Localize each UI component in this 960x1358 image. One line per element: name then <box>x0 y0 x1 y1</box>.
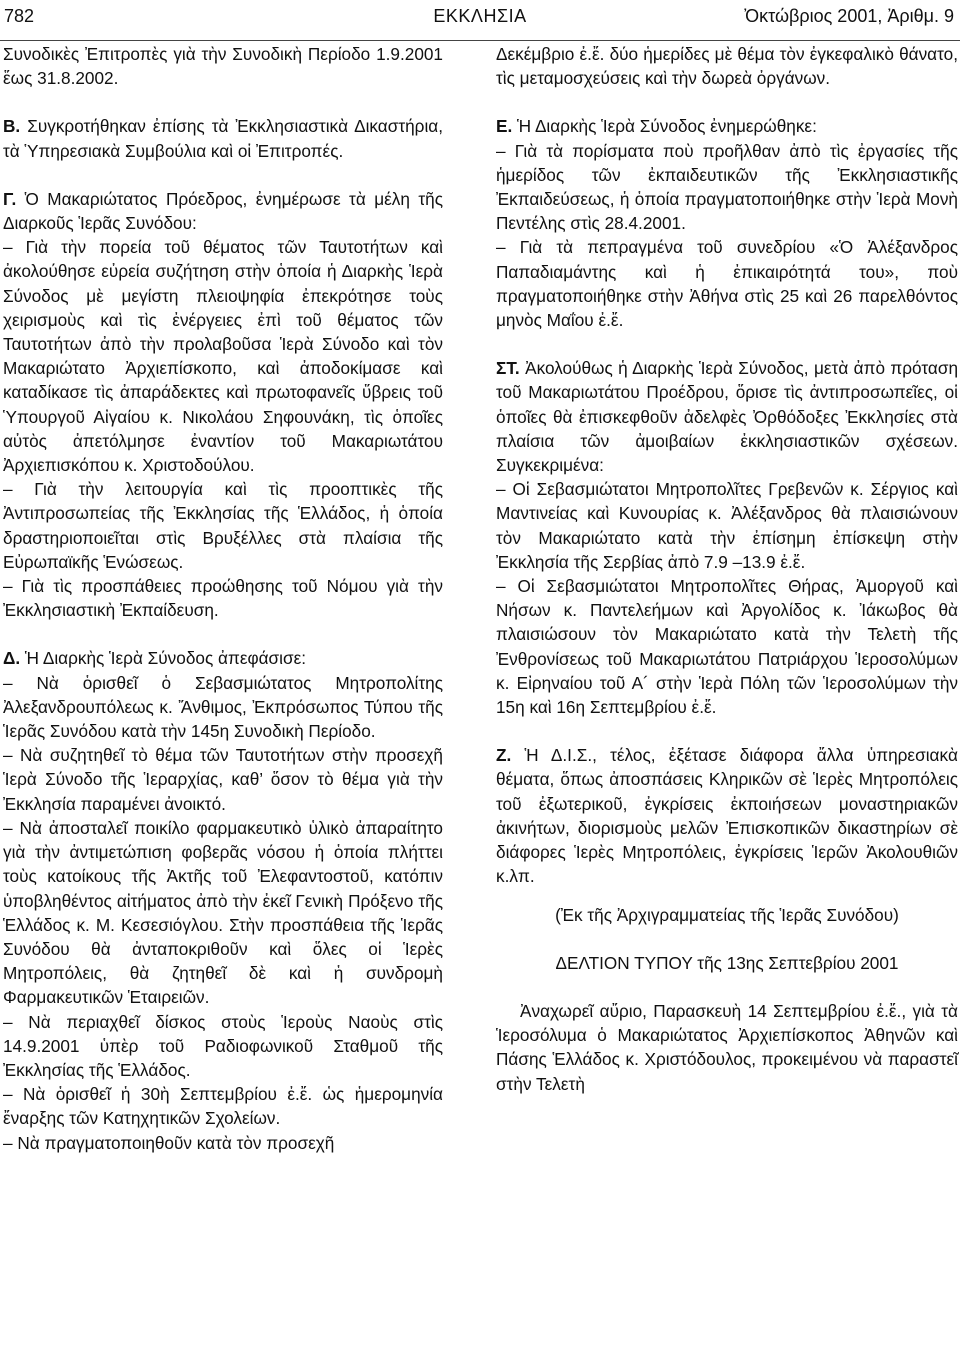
paragraph: – Νὰ συζητηθεῖ τὸ θέμα τῶν Ταυτοτήτων στὴν προσεχῆ Ἱερὰ Σύνοδο τῆς Ἱεραρχίας, καθ’ ὅσον τὸ θέμα γιὰ τὴν Ἐκκλησία παραμένει ἀνοικτό. <box>3 745 443 814</box>
right-column <box>496 42 958 1096</box>
paragraph: – Οἱ Σεβασμιώτατοι Μητροπολῖτες Θήρας, Ἀμοργοῦ καὶ Νήσων κ. Παντελεήμων καὶ Ἀργολίδος κ. Ἰάκωβος θὰ πλαισιώσουν τὸν Μακαριώτατο κατὰ τὴν Τελετὴ τῆς Ἐνθρονίσεως τοῦ Μακαριωτάτου Πατριάρχου Ἱεροσολύμων κ. Εἰρηναίου τοῦ Α´ στὴν Ἱερὰ Πόλη τῶν Ἱεροσολύμων τὴν 15η καὶ 16η Σεπτεμβρίου ἐ.ἔ. <box>496 576 958 718</box>
paragraph: Ἀναχωρεῖ αὔριο, Παρασκευὴ 14 Σεπτεμβρίου ἐ.ἔ., γιὰ τὰ Ἱεροσόλυμα ὁ Μακαριώτατος Ἀρχιεπίσκοπος Ἀθηνῶν καὶ Πάσης Ἑλλάδος κ. Χριστόδουλος, προκειμένου νὰ παραστεῖ στὴν Τελετὴ <box>496 1000 958 1094</box>
press-release-title: ΔΕΛΤΙΟΝ ΤΥΠΟΥ τῆς 13ης Σεπτεβρίου 2001 <box>555 952 899 973</box>
section-g: Γ. Ὁ Μακαριώτατος Πρόεδρος, ἐνημέρωσε τὰ μέλη τῆς Διαρκοῦς Ἱερᾶς Συνόδου: <box>3 188 443 234</box>
paragraph: Δεκέμβριο ἐ.ἔ. δύο ἡμερίδες μὲ θέμα τὸν ἐγκεφαλικὸ θάνατο, τὶς μεταμοσχεύσεις καὶ τὴν δωρεὰ ὀργάνων. <box>496 44 958 89</box>
paragraph: – Γιὰ τὴν πορεία τοῦ θέματος τῶν Ταυτοτήτων καὶ ἀκολούθησε εὐρεία συζήτηση στὴν ὁποία ἡ Διαρκὴς Ἱερὰ Σύνοδος μὲ μεγίστη πλειοψηφία ἐπεκρότησε τοὺς χειρισμοὺς καὶ τὶς ἐνέργειες ἐπὶ τοῦ θέματος τῶν Ταυτοτήτων ἀπὸ τὴν προλαβοῦσα Ἱερὰ Σύνοδο καὶ τὸν Μακαριώτατο Ἀρχιεπίσκοπο, καὶ ἀποδοκίμασε καὶ καταδίκασε τὶς ἀπαράδεκτες καὶ πρωτοφανεῖς ὕβρεις τοῦ Ὑπουργοῦ Αἰγαίου κ. Νικολάου Σηφουνάκη, τὶς ὁποῖες αὐτὸς ἀπετόλμησε ἐναντίον τοῦ Μακαριωτάτου Ἀρχιεπισκόπου κ. Χριστοδούλου. <box>3 237 443 476</box>
paragraph: – Γιὰ τὰ πεπραγμένα τοῦ συνεδρίου «Ὁ Ἀλέξανδρος Παπαδιαμάντης καὶ ἡ ἐπικαιρότητά του», ποὺ πραγματοποιήθηκε στὴν Ἀθήνα στὶς 25 καὶ 26 παρελθόντος μηνὸς Μαΐου ἐ.ἔ. <box>496 237 958 331</box>
paragraph: – Γιὰ τὴν λειτουργία καὶ τὶς προοπτικὲς τῆς Ἀντιπροσωπείας τῆς Ἐκκλησίας τῆς Ἑλλάδος, ἡ ὁποία δραστηριοποιεῖται στὶς Βρυξέλλες στὰ πλαίσια τῆς Εὐρωπαϊκῆς Ἑνώσεως. <box>3 479 443 572</box>
issue-date: Ὀκτώβριος 2001, Ἀριθμ. 9 <box>744 6 954 26</box>
paragraph: – Νὰ ὁρισθεῖ ὁ Σεβασμιώτατος Μητροπολίτης Ἀλεξανδρουπόλεως κ. Ἄνθιμος, Ἐκπρόσωπος Τύπου τῆς Ἱερᾶς Συνόδου κατὰ τὴν 145η Συνοδικὴ Περίοδο. <box>3 672 443 742</box>
section-st: ΣΤ. Ἀκολούθως ἡ Διαρκὴς Ἱερὰ Σύνοδος, μετὰ ἀπὸ πρόταση τοῦ Μακαριωτάτου Προέδρου, ὅρισε τὶς ἀντιπροσωπεῖες, οἱ ὁποῖες θὰ ἐπισκεφθοῦν ἀδελφὲς Ὀρθόδοξες Ἐκκλησίες στὰ πλαίσια τῶν ἀμοιβαίων ἐκκλησιαστικῶν σχέσεων. Συγκεκριμένα: <box>496 358 958 476</box>
section-letter: Ζ. <box>496 745 512 766</box>
section-letter: Β. <box>3 116 21 137</box>
section-letter: Γ. <box>3 188 17 209</box>
section-b: Β. Συγκροτήθηκαν ἐπίσης τὰ Ἐκκλησιαστικὰ Δικαστήρια, τὰ Ὑπηρεσιακὰ Συμβούλια καὶ οἱ Ἐπιτροπές. <box>3 116 443 161</box>
left-column <box>3 42 443 1155</box>
page-number: 782 <box>4 6 35 26</box>
paragraph: Συνοδικὲς Ἐπιτροπὲς γιὰ τὴν Συνοδικὴ Περίοδο 1.9.2001 ἕως 31.8.2002. <box>3 44 443 89</box>
paragraph: – Οἱ Σεβασμιώτατοι Μητροπολῖτες Γρεβενῶν κ. Σέργιος καὶ Μαντινείας καὶ Κυνουρίας κ. Ἀλέξανδρος θὰ πλαισιώνουν τὸν Μακαριώτατο κατὰ τὴν ἐπίσημη ἐπίσκεψη στὴν Ἐκκλησία τῆς Σερβίας ἀπὸ 7.9 –13.9 ἐ.ἔ. <box>496 479 958 572</box>
section-letter: ΣΤ. <box>496 358 520 379</box>
section-letter: Δ. <box>3 648 21 669</box>
paragraph: – Νὰ περιαχθεῖ δίσκος στοὺς Ἱεροὺς Ναοὺς στὶς 14.9.2001 ὑπὲρ τοῦ Ραδιοφωνικοῦ Σταθμοῦ τῆς Ἐκκλησίας τῆς Ἑλλάδος. <box>3 1011 443 1080</box>
paragraph: – Γιὰ τὶς προσπάθειες προώθησης τοῦ Νόμου γιὰ τὴν Ἐκκλησιαστικὴ Ἐκπαίδευση. <box>3 576 443 621</box>
paragraph: – Νὰ πραγματοποιηθοῦν κατὰ τὸν προσεχῆ <box>3 1132 335 1153</box>
paragraph: – Γιὰ τὰ πορίσματα ποὺ προῆλθαν ἀπὸ τὶς ἐργασίες τῆς ἡμερίδος τῶν ἐκπαιδευτικῶν τῆς Ἐκκλησιαστικῆς Ἐκπαιδεύσεως, ἡ ὁποία πραγματοποιήθηκε στὴν Ἱερὰ Μονὴ Πεντέλης στὶς 28.4.2001. <box>496 140 958 234</box>
section-z: Ζ. Ἡ Δ.Ι.Σ., τέλος, ἐξέτασε διάφορα ἄλλα ὑπηρεσιακὰ θέματα, ὅπως ἀποσπάσεις Κληρικῶν σὲ Ἱερὲς Μητροπόλεις τοῦ ἐξωτερικοῦ, ἐγκρίσεις ἐκποιήσεων μοναστηριακῶν ἀκινήτων, διορισμοὺς μελῶν Ἐπισκοπικῶν δικαστηρίων σὲ διάφορες Ἱερὲς Μητροπόλεις, ἐγκρίσεις Ἱερῶν Ἀκολουθιῶν κ.λπ. <box>496 745 958 887</box>
section-letter: Ε. <box>496 116 513 137</box>
paragraph: – Νὰ ὁρισθεῖ ἡ 30ὴ Σεπτεμβρίου ἐ.ἔ. ὡς ἡμερομηνία ἔναρξης τῶν Κατηχητικῶν Σχολείων. <box>3 1084 443 1129</box>
page-header <box>0 0 960 41</box>
section-d: Δ. Ἡ Διαρκὴς Ἱερὰ Σύνοδος ἀπεφάσισε: <box>3 648 307 669</box>
source-note: (Ἐκ τῆς Ἀρχιγραμματείας τῆς Ἱερᾶς Συνόδου) <box>555 904 899 925</box>
paragraph: – Νὰ ἀποσταλεῖ ποικίλο φαρμακευτικὸ ὑλικὸ ἀπαραίτητο γιὰ τὴν ἀντιμετώπιση φοβερᾶς νόσου ἡ ὁποία πλήττει τοὺς κατοίκους τῆς Ἀκτῆς τοῦ Ἐλεφαντοστοῦ, κατόπιν ὑποβληθέντος αἰτήματος ἀπὸ τὴν ἐκεῖ Γενικὴ Πρόξενο τῆς Ἑλλάδος κ. Μ. Κεσεσιόγλου. Στὴν προσπάθεια τῆς Ἱερᾶς Συνόδου θὰ ἀνταποκριθοῦν καὶ ὅλες οἱ Ἱερὲς Μητροπόλεις, θὰ ζητηθεῖ δὲ καὶ ἡ συνδρομὴ Φαρμακευτικῶν Ἑταιρειῶν. <box>3 817 443 1008</box>
section-e: Ε. Ἡ Διαρκὴς Ἱερὰ Σύνοδος ἐνημερώθηκε: <box>496 116 817 137</box>
journal-title: ΕΚΚΛΗΣΙΑ <box>433 6 527 26</box>
